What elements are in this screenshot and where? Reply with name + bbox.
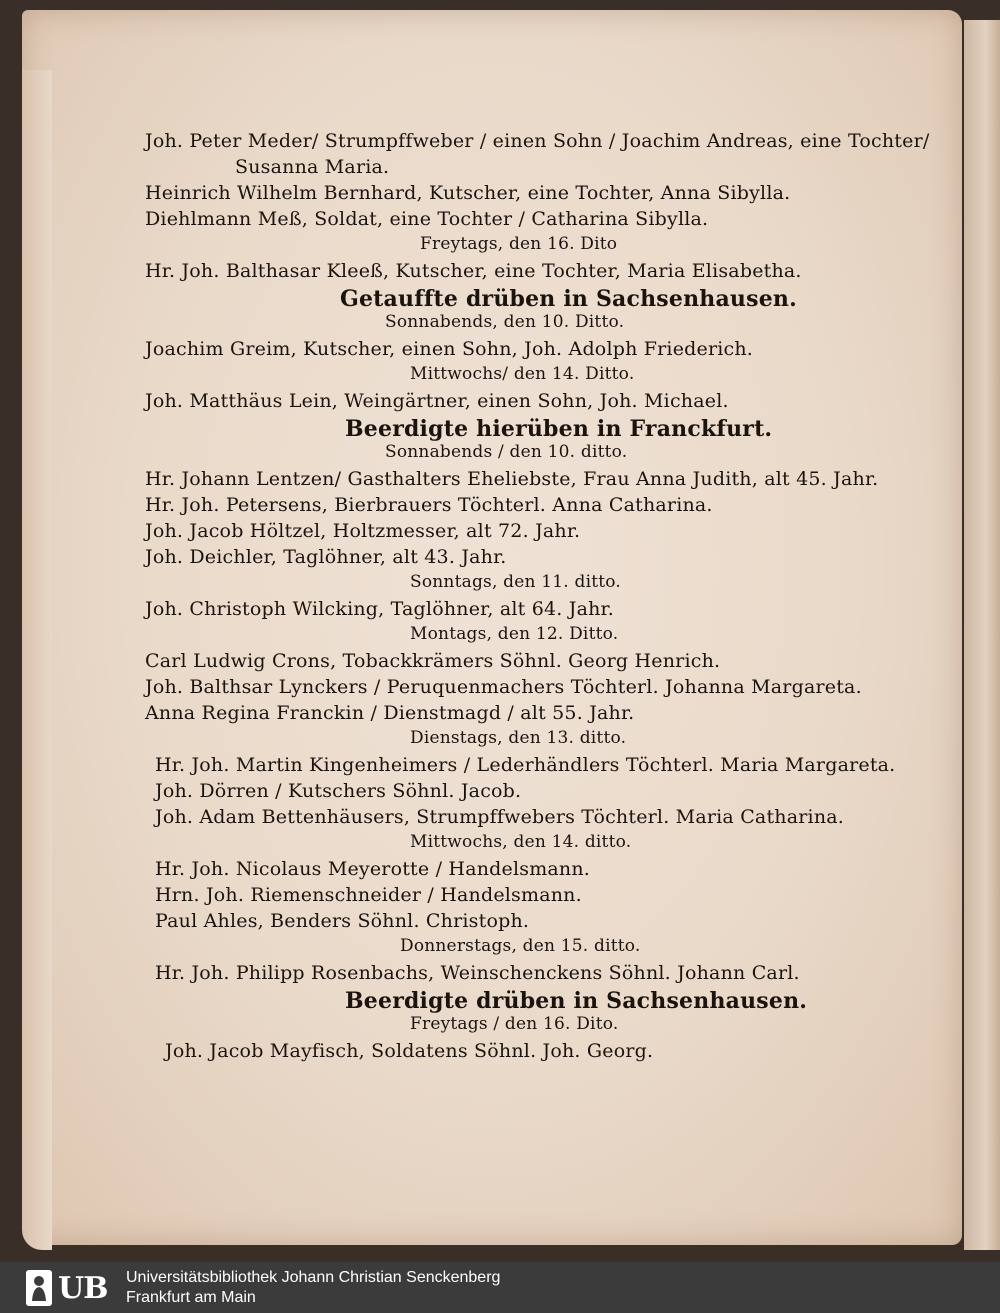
register-entry: Hr. Joh. Petersens, Bierbrauers Töchterl. Anna Catharina. <box>145 494 713 516</box>
register-entry: Joachim Greim, Kutscher, einen Sohn, Joh. Adolph Friederich. <box>145 338 754 360</box>
date-line: Sonnabends, den 10. Ditto. <box>385 312 625 332</box>
date-line: Mittwochs/ den 14. Ditto. <box>410 364 635 384</box>
ub-logo <box>26 1268 118 1308</box>
register-entry: Diehlmann Meß, Soldat, eine Tochter / Catharina Sibylla. <box>145 208 709 230</box>
library-emblem-icon <box>26 1270 52 1306</box>
register-entry: Joh. Peter Meder/ Strumpffweber / einen Sohn / Joachim Andreas, eine Tochter/ <box>145 130 930 152</box>
register-entry: Joh. Deichler, Taglöhner, alt 43. Jahr. <box>145 546 507 568</box>
date-line: Freytags, den 16. Dito <box>420 234 618 254</box>
register-entry: Carl Ludwig Crons, Tobackkrämers Söhnl. Georg Henrich. <box>145 650 721 672</box>
date-line: Freytags / den 16. Dito. <box>410 1014 619 1034</box>
institution-name <box>126 1268 500 1308</box>
register-entry: Heinrich Wilhelm Bernhard, Kutscher, eine Tochter, Anna Sibylla. <box>145 182 791 204</box>
register-entry: Joh. Jacob Mayfisch, Soldatens Söhnl. Joh. Georg. <box>165 1040 654 1062</box>
register-entry: Joh. Jacob Höltzel, Holtzmesser, alt 72. Jahr. <box>145 520 581 542</box>
register-entry: Susanna Maria. <box>235 156 390 178</box>
register-entry: Hr. Joh. Martin Kingenheimers / Lederhändlers Töchterl. Maria Margareta. <box>155 754 896 776</box>
register-entry: Joh. Matthäus Lein, Weingärtner, einen Sohn, Joh. Michael. <box>145 390 729 412</box>
institution-line-2: Frankfurt am Main <box>126 1289 256 1306</box>
register-entry: Hr. Joh. Nicolaus Meyerotte / Handelsmann. <box>155 858 591 880</box>
register-entry: Joh. Balthsar Lynckers / Peruquenmachers Töchterl. Johanna Margareta. <box>145 676 862 698</box>
back-page-edge <box>964 20 1000 1250</box>
register-entry: Hr. Joh. Philipp Rosenbachs, Weinschenckens Söhnl. Johann Carl. <box>155 962 800 984</box>
date-line: Dienstags, den 13. ditto. <box>410 728 627 748</box>
section-heading: Getauffte drüben in Sachsenhausen. <box>340 286 797 312</box>
date-line: Mittwochs, den 14. ditto. <box>410 832 632 852</box>
date-line: Montags, den 12. Ditto. <box>410 624 619 644</box>
logo-text: UB <box>58 1270 108 1306</box>
date-line: Donnerstags, den 15. ditto. <box>400 936 641 956</box>
register-entry: Hrn. Joh. Riemenschneider / Handelsmann. <box>155 884 582 906</box>
register-entry: Joh. Christoph Wilcking, Taglöhner, alt 64. Jahr. <box>145 598 614 620</box>
footer-bar <box>0 1262 1000 1313</box>
register-entry: Joh. Adam Bettenhäusers, Strumpffwebers Töchterl. Maria Catharina. <box>155 806 845 828</box>
date-line: Sonnabends / den 10. ditto. <box>385 442 628 462</box>
date-line: Sonntags, den 11. ditto. <box>410 572 622 592</box>
register-entry: Anna Regina Franckin / Dienstmagd / alt 55. Jahr. <box>145 702 635 724</box>
register-entry: Hr. Joh. Balthasar Kleeß, Kutscher, eine Tochter, Maria Elisabetha. <box>145 260 802 282</box>
folded-left-edge <box>22 70 52 1250</box>
register-entry: Paul Ahles, Benders Söhnl. Christoph. <box>155 910 530 932</box>
institution-line-1: Universitätsbibliothek Johann Christian Senckenberg <box>126 1269 501 1286</box>
section-heading: Beerdigte drüben in Sachsenhausen. <box>345 988 808 1014</box>
register-entry: Joh. Dörren / Kutschers Söhnl. Jacob. <box>155 780 522 802</box>
register-entry: Hr. Johann Lentzen/ Gasthalters Eheliebste, Frau Anna Judith, alt 45. Jahr. <box>145 468 879 490</box>
section-heading: Beerdigte hierüben in Franckfurt. <box>345 416 773 442</box>
